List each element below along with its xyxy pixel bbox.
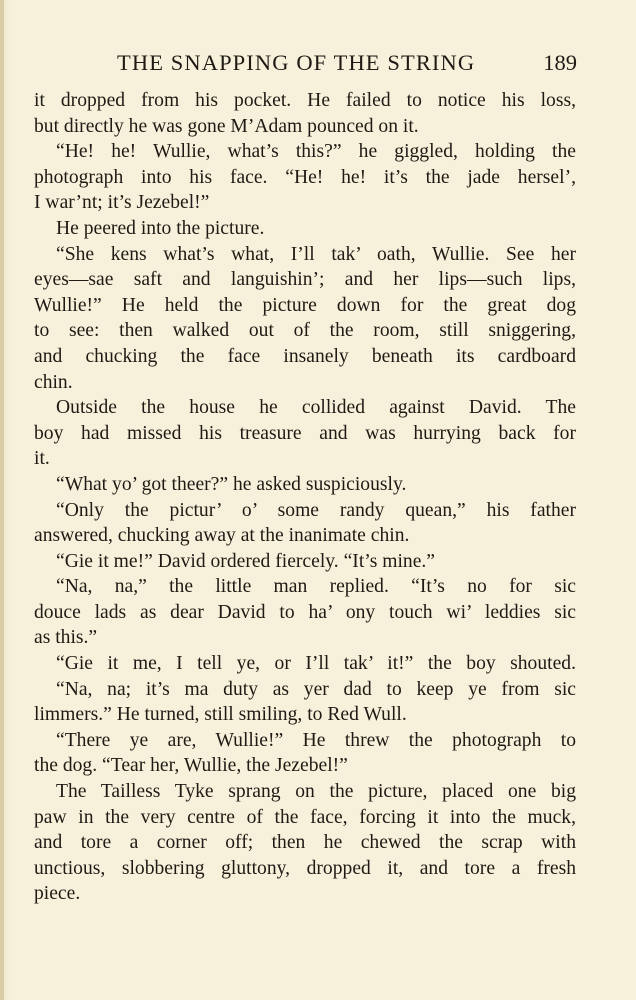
text-line: and chucking the face insanely beneath its cardboard xyxy=(34,345,576,367)
text-line: limmers.” He turned, still smiling, to Red Wull. xyxy=(34,704,407,726)
text-line: the dog. “Tear her, Wullie, the Jezebel!” xyxy=(34,755,348,777)
text-line: as this.” xyxy=(34,627,98,649)
text-line: douce lads as dear David to ha’ ony touch wi’ leddies sic xyxy=(34,601,576,623)
text-line: chin. xyxy=(34,371,73,393)
page-number: 189 xyxy=(543,50,577,75)
text-line: it dropped from his pocket. He failed to notice his loss, xyxy=(34,90,576,111)
text-line: eyes—sae saft and languishin’; and her lips—such lips, xyxy=(34,269,576,291)
text-line: “Only the pictur’ o’ some randy quean,” his father xyxy=(56,499,576,521)
text-line: “What yo’ got theer?” he asked suspiciously. xyxy=(56,473,407,495)
running-head: THE SNAPPING OF THE STRING xyxy=(117,50,476,75)
text-line: but directly he was gone M’Adam pounced on it. xyxy=(34,115,419,137)
text-line: “Gie it me!” David ordered fiercely. “It’s mine.” xyxy=(56,550,435,572)
text-line: “He! he! Wullie, what’s this?” he giggled, holding the xyxy=(56,141,576,163)
text-line: “Na, na; it’s ma duty as yer dad to keep ye from sic xyxy=(56,678,576,700)
text-line: photograph into his face. “He! he! it’s the jade hersel’, xyxy=(34,166,576,188)
text-line: Outside the house he collided against David. The xyxy=(56,397,576,419)
page-gutter-edge xyxy=(0,0,4,1000)
text-line: “There ye are, Wullie!” He threw the photograph to xyxy=(56,729,576,751)
text-line: boy had missed his treasure and was hurrying back for xyxy=(34,422,576,444)
text-line: paw in the very centre of the face, forcing it into the muck, xyxy=(34,806,576,828)
text-line: unctious, slobbering gluttony, dropped it, and tore a fresh xyxy=(34,857,576,879)
text-line: piece. xyxy=(34,883,81,905)
text-line: Wullie!” He held the picture down for the great dog xyxy=(34,294,576,316)
text-line: “Na, na,” the little man replied. “It’s no for sic xyxy=(56,576,576,598)
body-text xyxy=(34,88,576,907)
text-line: “Gie it me, I tell ye, or I’ll tak’ it!” the boy shouted. xyxy=(56,653,576,675)
text-line: He peered into the picture. xyxy=(56,217,265,239)
text-line: and tore a corner off; then he chewed the scrap with xyxy=(34,832,576,854)
text-line: it. xyxy=(34,448,50,470)
text-line: The Tailless Tyke sprang on the picture, placed one big xyxy=(56,781,576,803)
text-line: “She kens what’s what, I’ll tak’ oath, Wullie. See her xyxy=(56,243,576,265)
text-line: I war’nt; it’s Jezebel!” xyxy=(34,192,210,214)
text-line: answered, chucking away at the inanimate chin. xyxy=(34,525,410,547)
text-line: to see: then walked out of the room, still sniggering, xyxy=(34,320,576,342)
page-header xyxy=(117,50,577,80)
